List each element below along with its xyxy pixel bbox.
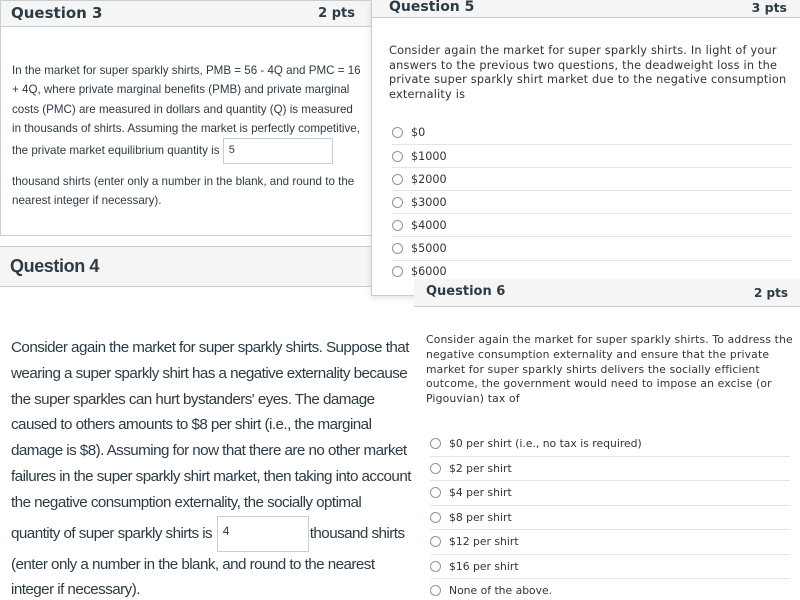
radio-button[interactable] [430,463,441,474]
question-6-option-4[interactable] [430,529,790,554]
question-3-body [12,61,362,211]
question-3-answer-value: 5 [228,144,235,157]
question-6-header [414,279,800,307]
radio-button[interactable] [392,174,403,185]
radio-button[interactable] [430,438,441,449]
option-label: $3000 [411,195,447,209]
radio-button[interactable] [392,266,403,277]
question-5-option-3[interactable] [392,190,792,213]
radio-button[interactable] [392,151,403,162]
question-3-text-after: thousand shirts (enter only a number in the blank, and round to the nearest integer if necessary). [12,175,355,208]
question-3-text: In the market for super sparkly shirts, PMB = 56 - 4Q and PMC = 16 + 4Q, where private marginal benefits (PMB) and private marginal costs (PMC) are measured in dollars and quantity (Q) is measured in thousands of shirts. Assuming the market is perfectly competitive, the private market equilibrium quantity is [12,64,361,158]
question-5-option-0[interactable] [392,121,792,144]
question-5-option-5[interactable] [392,236,792,259]
radio-button[interactable] [430,585,441,596]
question-5-text: Consider again the market for super sparkly shirts. In light of your answers to the previous two questions, the deadweight loss in the private super sparkly shirt market due to the negative consumption externality is [389,44,787,102]
question-6-option-6[interactable] [430,578,790,600]
question-5-title: Question 5 [389,0,475,15]
question-5-card [371,0,800,296]
option-label: $6000 [411,265,447,279]
question-6-card [414,279,800,600]
question-6-option-3[interactable] [430,505,790,530]
radio-button[interactable] [430,512,441,523]
question-4-answer-value: 4 [222,523,229,538]
question-5-option-2[interactable] [392,167,792,190]
question-4-header [0,247,414,287]
radio-button[interactable] [392,197,403,208]
question-6-option-2[interactable] [430,480,790,505]
radio-button[interactable] [430,561,441,572]
question-4-text: Consider again the market for super sparkly shirts. Suppose that wearing a super sparkly shirt has a negative externality because the super sparkles can hurt bystanders' eyes. The damage caused to others amounts to $8 per shirt (i.e., the marginal damage is $8). Assuming for now that there are no other market failures in the super sparkly shirt market, then taking into account the negative consumption externality, the socially optimal quantity of super sparkly shirts is [11,339,411,542]
question-5-header [372,0,800,18]
question-6-title: Question 6 [426,284,506,299]
question-5-option-4[interactable] [392,213,792,236]
option-label: $16 per shirt [449,559,519,573]
question-5-option-1[interactable] [392,144,792,167]
option-label: $4 per shirt [449,486,512,500]
option-label: $8 per shirt [449,510,512,524]
question-4-text-after: thousand shirts (enter only a number in the blank, and round to the nearest integer if necessary). [11,524,405,599]
option-label: None of the above. [449,584,553,598]
option-label: $1000 [411,149,447,163]
question-3-points: 2 pts [318,6,355,21]
question-3-answer-input[interactable] [223,138,333,164]
question-4-answer-input[interactable] [217,516,309,552]
radio-button[interactable] [392,127,403,138]
option-label: $4000 [411,218,447,232]
radio-button[interactable] [392,220,403,231]
question-6-option-1[interactable] [430,456,790,481]
option-label: $0 per shirt (i.e., no tax is required) [449,436,642,450]
option-label: $12 per shirt [449,535,519,549]
option-label: $0 [411,126,426,140]
question-6-option-0[interactable] [430,431,790,456]
option-label: $5000 [411,242,447,256]
question-4-body [11,335,411,600]
question-3-card [0,0,372,236]
question-3-title: Question 3 [11,4,103,22]
option-label: $2000 [411,172,447,186]
question-6-text: Consider again the market for super sparkly shirts. To address the negative consumption externality and ensure that the private market for super sparkly shirts delivers the socially efficient outcome, the government would need to impose an excise (or Pigouvian) tax of [426,333,793,406]
question-5-points: 3 pts [751,0,787,15]
radio-button[interactable] [430,487,441,498]
question-6-points: 2 pts [754,286,788,300]
radio-button[interactable] [430,536,441,547]
question-3-header [1,1,371,27]
question-4-title: Question 4 [10,256,100,276]
radio-button[interactable] [392,243,403,254]
question-6-options [430,431,790,600]
option-label: $2 per shirt [449,461,512,475]
question-5-options [392,121,792,283]
question-4-card [0,246,414,600]
question-6-option-5[interactable] [430,554,790,579]
